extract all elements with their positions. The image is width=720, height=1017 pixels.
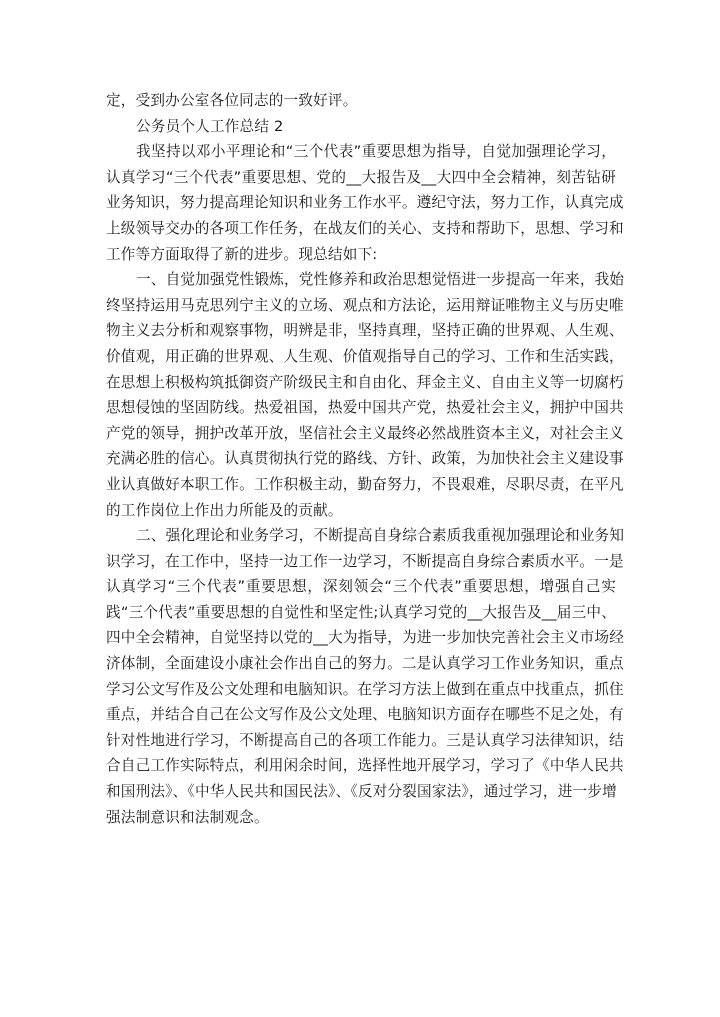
text-line: 和国刑法》、《中华人民共和国民法》、《反对分裂国家法》，通过学习，进一步增 [106,783,617,801]
text-line: 业认真做好本职工作。工作积极主动，勤奋努力，不畏艰难，尽职尽责，在平凡 [106,475,624,493]
section-heading: 公务员个人工作总结 2 [136,117,284,135]
text-line: 识学习，在工作中，坚持一边工作一边学习，不断提高自身综合素质水平。一是 [106,552,624,570]
text-line: 学习公文写作及公文处理和电脑知识。在学习方法上做到在重点中找重点，抓住 [106,680,624,698]
text-line: 践“三个代表”重要思想的自觉性和坚定性;认真学习党的__大报告及__届三中、 [106,603,616,621]
text-line: 思想侵蚀的坚固防线。热爱祖国，热爱中国共产党，热爱社会主义，拥护中国共 [106,399,624,417]
text-line: 针对性地进行学习，不断提高自己的各项工作能力。三是认真学习法律知识，结 [106,731,624,749]
text-line: 在思想上积极构筑抵御资产阶级民主和自由化、拜金主义、自由主义等一切腐朽 [106,373,624,391]
text-line: 我坚持以邓小平理论和“三个代表”重要思想为指导，自觉加强理论学习， [136,143,616,161]
text-line: 认真学习“三个代表”重要思想，深刻领会“三个代表”重要思想，增强自己实 [106,578,616,596]
text-line: 物主义去分析和观察事物，明辨是非，坚持真理，坚持正确的世界观、人生观、 [106,322,624,340]
text-line: 工作等方面取得了新的进步。现总结如下: [106,245,378,263]
text-line: 四中全会精神，自觉坚持以党的__大为指导，为进一步加快完善社会主义市场经 [106,629,624,647]
text-line: 的工作岗位上作出力所能及的贡献。 [106,501,343,519]
text-line: 二、强化理论和业务学习，不断提高自身综合素质我重视加强理论和业务知 [136,527,625,545]
text-line: 强法制意识和法制观念。 [106,808,269,826]
text-line: 充满必胜的信心。认真贯彻执行党的路线、方针、政策，为加快社会主义建设事 [106,450,624,468]
text-line: 济体制，全面建设小康社会作出自己的努力。二是认真学习工作业务知识，重点 [106,655,624,673]
document-page [106,88,625,830]
text-line: 定，受到办公室各位同志的一致好评。 [106,92,358,109]
document-body [106,88,625,830]
text-line: 终坚持运用马克思列宁主义的立场、观点和方法论，运用辩证唯物主义与历史唯 [106,296,624,314]
text-line: 价值观，用正确的世界观、人生观、价值观指导自己的学习、工作和生活实践， [106,347,624,365]
text-line: 认真学习“三个代表”重要思想、党的__大报告及__大四中全会精神，刻苦钻研 [106,168,616,186]
text-line: 产党的领导，拥护改革开放，坚信社会主义最终必然战胜资本主义，对社会主义 [106,424,624,442]
text-line: 业务知识，努力提高理论知识和业务工作水平。遵纪守法，努力工作，认真完成 [106,194,624,212]
text-line: 重点，并结合自己在公文写作及公文处理、电脑知识方面存在哪些不足之处，有 [106,706,624,724]
text-line: 一、自觉加强党性锻炼，党性修养和政治思想觉悟进一步提高一年来，我始 [136,271,625,289]
text-line: 合自己工作实际特点，利用闲余时间，选择性地开展学习，学习了《中华人民共 [106,757,624,775]
text-line: 上级领导交办的各项工作任务，在战友们的关心、支持和帮助下，思想、学习和 [106,219,624,237]
